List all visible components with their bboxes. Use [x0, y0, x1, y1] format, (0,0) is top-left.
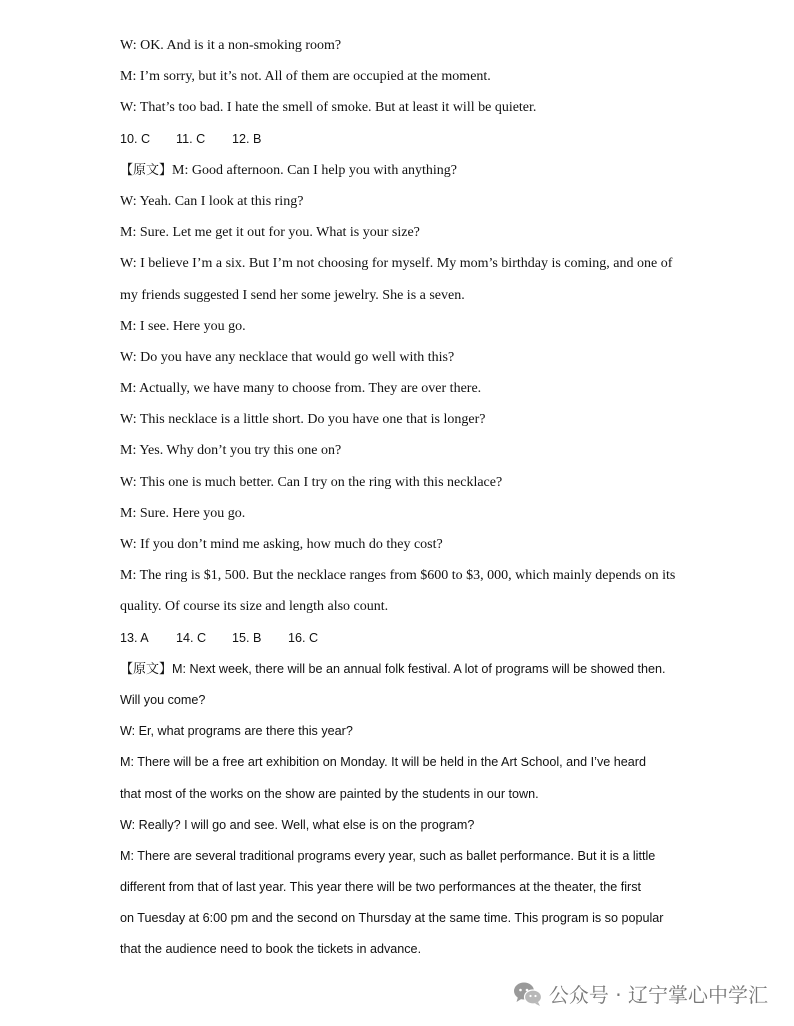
- answer-key-line: [120, 623, 690, 654]
- dialog-line: M: Actually, we have many to choose from. They are over there.: [120, 381, 482, 397]
- watermark: [513, 979, 768, 1008]
- dialog-line: M: Sure. Let me get it out for you. What is your size?: [120, 225, 420, 241]
- dialog-line: my friends suggested I send her some jewelry. She is a seven.: [120, 287, 465, 303]
- dialog-line: W: This necklace is a little short. Do you have one that is longer?: [120, 412, 486, 428]
- dialog-line: that the audience need to book the tickets in advance.: [120, 942, 422, 957]
- dialog-line: on Tuesday at 6:00 pm and the second on Thursday at the same time. This program is so popular: [120, 911, 664, 926]
- source-tag: 【原文】: [120, 661, 173, 677]
- dialog-line: W: Do you have any necklace that would go well with this?: [120, 349, 455, 365]
- answer-key-line: [120, 124, 690, 155]
- answer: 15. B: [232, 630, 262, 645]
- answer: 12. B: [232, 131, 262, 146]
- dialog-line: that most of the works on the show are painted by the students in our town.: [120, 786, 539, 801]
- dialog-line: W: Yeah. Can I look at this ring?: [120, 193, 304, 209]
- dialog-line: [120, 155, 690, 186]
- dialog-line: Will you come?: [120, 692, 206, 707]
- dialog-text: M: Next week, there will be an annual folk festival. A lot of programs will be showed then.: [172, 661, 666, 676]
- dialog-line: M: Yes. Why don’t you try this one on?: [120, 443, 342, 459]
- answer: 14. C: [176, 630, 207, 645]
- dialog-line: M: I see. Here you go.: [120, 318, 246, 334]
- dialog-line: M: There will be a free art exhibition on Monday. It will be held in the Art School, and I’ve heard: [120, 755, 646, 770]
- answer: 11. C: [176, 131, 206, 146]
- dialog-line: W: OK. And is it a non-smoking room?: [120, 38, 342, 53]
- dialog-line: M: Sure. Here you go.: [120, 505, 246, 521]
- dialog-line: W: Er, what programs are there this year?: [120, 724, 353, 739]
- dialog-line: W: I believe I’m a six. But I’m not choosing for myself. My mom’s birthday is coming, and one of: [120, 256, 673, 272]
- document-page: [120, 30, 690, 966]
- dialog-text: M: Good afternoon. Can I help you with anything?: [172, 162, 458, 178]
- dialog-line: quality. Of course its size and length also count.: [120, 599, 389, 615]
- dialog-line: M: The ring is $1, 500. But the necklace ranges from $600 to $3, 000, which mainly depends on its: [120, 568, 676, 584]
- answer: 13. A: [120, 630, 149, 645]
- dialog-line: W: If you don’t mind me asking, how much do they cost?: [120, 537, 443, 552]
- answer: 10. C: [120, 131, 151, 146]
- source-tag: 【原文】: [120, 162, 173, 178]
- dialog-line: W: Really? I will go and see. Well, what else is on the program?: [120, 817, 475, 832]
- answer: 16. C: [288, 630, 319, 645]
- dialog-line: W: That’s too bad. I hate the smell of smoke. But at least it will be quieter.: [120, 100, 537, 116]
- dialog-line: M: There are several traditional programs every year, such as ballet performance. But it is a little: [120, 848, 656, 863]
- watermark-text: 公众号 · 辽宁掌心中学汇: [548, 983, 768, 1007]
- dialog-line: W: This one is much better. Can I try on the ring with this necklace?: [120, 474, 503, 490]
- dialog-line: different from that of last year. This year there will be two performances at the theater, the first: [120, 880, 642, 895]
- dialog-line: M: I’m sorry, but it’s not. All of them are occupied at the moment.: [120, 69, 491, 85]
- wechat-icon: [513, 981, 543, 1007]
- dialog-line: [120, 654, 690, 685]
